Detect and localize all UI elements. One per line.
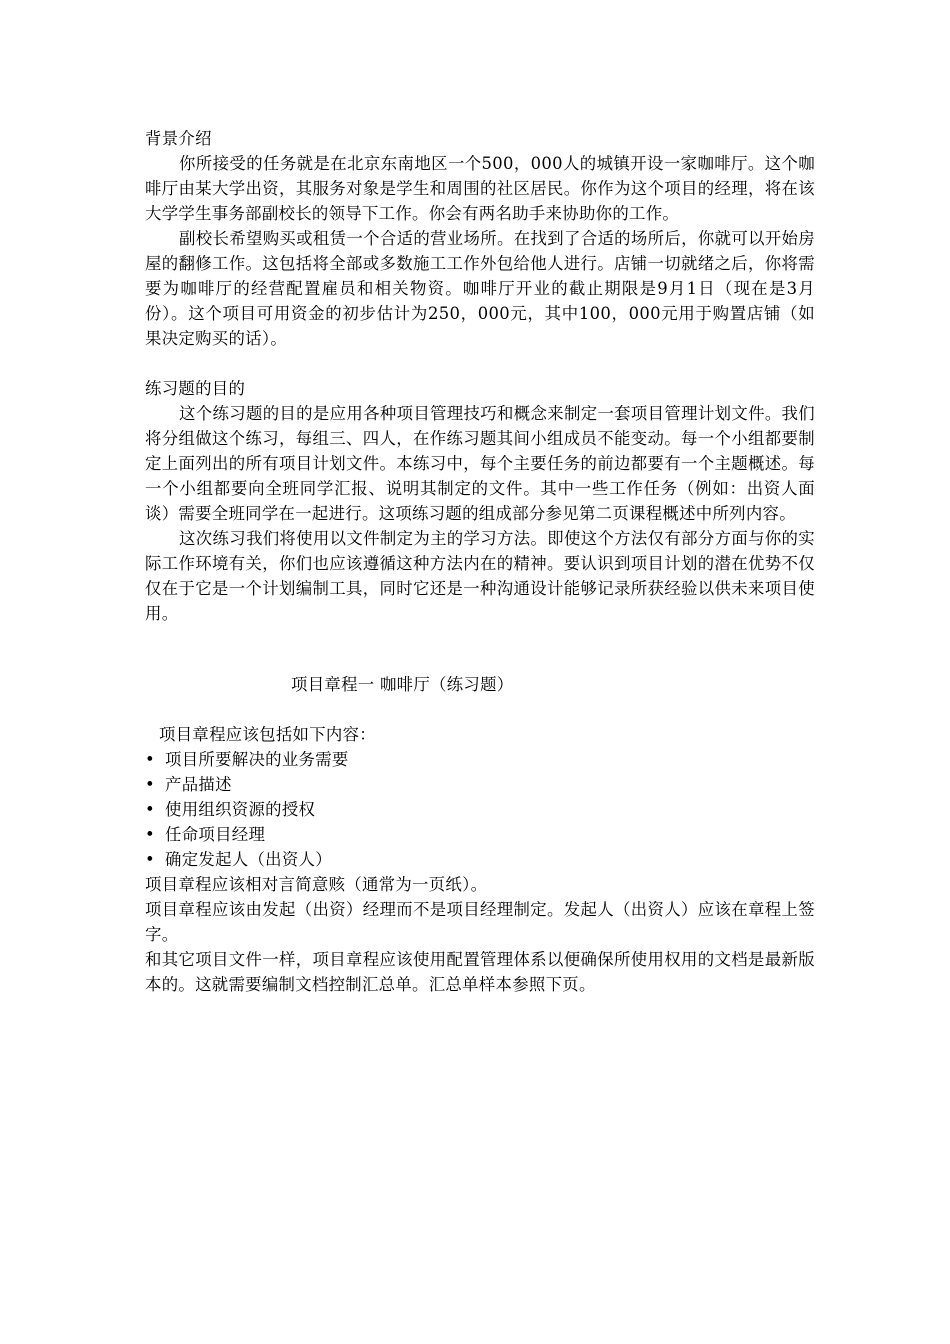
list-item-text: 项目所要解决的业务需要: [165, 750, 349, 769]
background-heading: 背景介绍: [145, 129, 212, 148]
bullet-icon: •: [145, 825, 155, 844]
charter-note: 项目章程应该相对言简意赅（通常为一页纸）。: [145, 875, 488, 894]
list-item: [145, 797, 815, 822]
list-item-text: 使用组织资源的授权: [165, 800, 316, 819]
section-gap: [145, 351, 815, 376]
list-item: [145, 822, 815, 847]
background-paragraph: 你所接受的任务就是在北京东南地区一个500，000人的城镇开设一家咖啡厅。这个咖啡厅由某大学出资，其服务对象是学生和周围的社区居民。你作为这个项目的经理，将在该大学学生事务部副校长的领导下工作。你会有两名助手来协助你的工作。: [145, 154, 815, 223]
purpose-paragraph: 这个练习题的目的是应用各种项目管理技巧和概念来制定一套项目管理计划文件。我们将分组做这个练习，每组三、四人，在作练习题其间小组成员不能变动。每一个小组都要制定上面列出的所有项目计划文件。本练习中，每个主要任务的前边都要有一个主题概述。每一个小组都要向全班同学汇报、说明其制定的文件。其中一些工作任务（例如：出资人面谈）需要全班同学在一起进行。这项练习题的组成部分参见第二页课程概述中所列内容。: [145, 404, 815, 523]
list-item: [145, 772, 815, 797]
document-page: [145, 126, 815, 997]
section-gap: [145, 626, 815, 672]
list-item-text: 产品描述: [165, 775, 232, 794]
charter-list: [145, 747, 815, 872]
charter-intro: 项目章程应该包括如下内容：: [159, 725, 376, 744]
background-paragraph: 副校长希望购买或租赁一个合适的营业场所。在找到了合适的场所后，你就可以开始房屋的翻修工作。这包括将全部或多数施工工作外包给他人进行。店铺一切就绪之后，你将需要为咖啡厅的经营配置雇员和相关物资。咖啡厅开业的截止期限是9月1日（现在是3月份）。这个项目可用资金的初步估计为250，000元，其中100，000元用于购置店铺（如果决定购买的话）。: [145, 229, 815, 348]
charter-title: 项目章程一 咖啡厅（练习题）: [291, 675, 514, 694]
bullet-icon: •: [145, 750, 155, 769]
charter-note: 项目章程应该由发起（出资）经理而不是项目经理制定。发起人（出资人）应该在章程上签字。: [145, 900, 815, 944]
purpose-paragraph: 这次练习我们将使用以文件制定为主的学习方法。即使这个方法仅有部分方面与你的实际工作环境有关，你们也应该遵循这种方法内在的精神。要认识到项目计划的潜在优势不仅仅在于它是一个计划编制工具，同时它还是一种沟通设计能够记录所获经验以供未来项目使用。: [145, 529, 815, 623]
list-item: [145, 847, 815, 872]
purpose-heading: 练习题的目的: [145, 379, 246, 398]
bullet-icon: •: [145, 850, 155, 869]
list-item-text: 任命项目经理: [165, 825, 266, 844]
section-gap: [145, 697, 815, 722]
list-item: [145, 747, 815, 772]
list-item-text: 确定发起人（出资人）: [165, 850, 332, 869]
bullet-icon: •: [145, 775, 155, 794]
bullet-icon: •: [145, 800, 155, 819]
charter-note: 和其它项目文件一样，项目章程应该使用配置管理体系以便确保所使用权用的文档是最新版本的。这就需要编制文档控制汇总单。汇总单样本参照下页。: [145, 950, 815, 994]
